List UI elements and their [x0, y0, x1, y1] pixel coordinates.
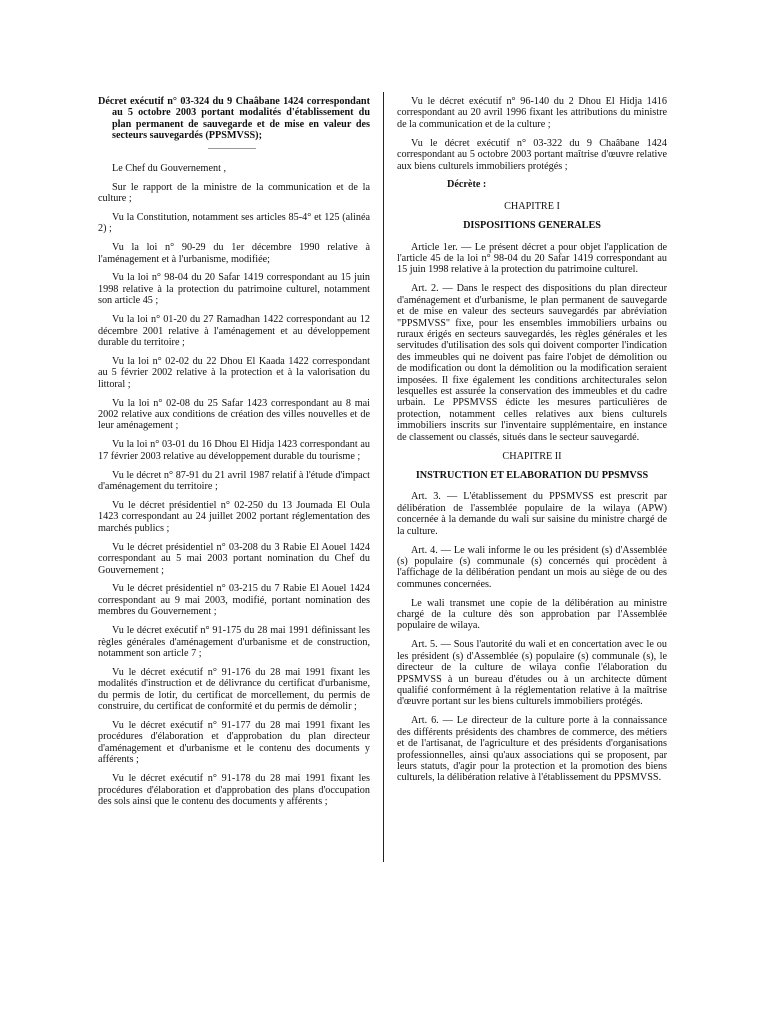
visa-paragraph: Vu le décret exécutif n° 96-140 du 2 Dhou El Hidja 1416 correspondant au 20 avril 1996 fixant les attributions du ministre de la communication et de la culture ;	[397, 96, 667, 130]
decree-title: Décret exécutif n° 03-324 du 9 Chaâbane 1424 correspondant au 5 octobre 2003 portant modalités d'établissement du plan permanent de sauvegarde et de mise en valeur des secteurs sauvegardés (PPSMVSS);	[98, 96, 370, 142]
visa-paragraph: Vu le décret présidentiel n° 03-208 du 3 Rabie El Aouel 1424 correspondant au 5 mai 2003 portant nomination du Chef du Gouvernement ;	[98, 541, 370, 576]
article-paragraph: Le wali transmet une copie de la délibération au ministre chargé de la culture dès son approbation par l'Assemblée populaire de wilaya.	[397, 597, 667, 632]
visa-paragraph: Vu la loi n° 90-29 du 1er décembre 1990 relative à l'aménagement et à l'urbanisme, modifiée;	[98, 242, 370, 265]
article-paragraph: Art. 5. — Sous l'autorité du wali et en concertation avec le ou les président (s) d'Assemblée (s) populaire (s) communale (s), le directeur de la culture de wilaya confie l'élaboration du PPSMVSS à un bureau d'études ou à un architecte dûment qualifié conformément à la réglementation relative à la maîtrise d'œuvre portant sur les biens culturels immobiliers protégés.	[397, 639, 667, 708]
visa-paragraph: Vu la loi n° 02-08 du 25 Safar 1423 correspondant au 8 mai 2002 relative aux conditions de création des villes nouvelles et de leur aménagement ;	[98, 397, 370, 432]
visa-paragraph: Vu la Constitution, notamment ses articles 85-4° et 125 (alinéa 2) ;	[98, 211, 370, 235]
visa-paragraph: Vu le décret exécutif n° 91-175 du 28 mai 1991 définissant les règles générales d'aménagement d'urbanisme et de construction, notamment son article 7 ;	[98, 625, 370, 659]
visa-paragraph: Vu le décret n° 87-91 du 21 avril 1987 relatif à l'étude d'impact d'aménagement du territoire ;	[98, 469, 370, 493]
visa-paragraph: Vu la loi n° 03-01 du 16 Dhou El Hidja 1423 correspondant au 17 février 2003 relative au développement durable du tourisme ;	[98, 439, 370, 462]
title-separator	[208, 148, 256, 149]
column-divider	[383, 92, 384, 862]
chapter-label: CHAPITRE II	[502, 450, 562, 462]
article-paragraph: Art. 3. — L'établissement du PPSMVSS est prescrit par délibération de l'assemblée populaire de la wilaya (APW) concernée à la demande du wali sur saisine du ministre chargé de la culture.	[397, 491, 667, 537]
right-column	[397, 96, 667, 791]
visa-paragraph: Vu le décret exécutif n° 91-176 du 28 mai 1991 fixant les modalités d'instruction et de délivrance du certificat d'urbanisme, du permis de lotir, du certificat de morcellement, du permis de construire, du certificat de conformité et du permis de démolir ;	[98, 666, 370, 713]
visa-paragraph: Vu le décret exécutif n° 91-177 du 28 mai 1991 fixant les procédures d'élaboration et d'approbation du plan directeur d'aménagement et d'urbanisme et le contenu des documents y afférents ;	[98, 719, 370, 766]
article-paragraph: Art. 2. — Dans le respect des dispositions du plan directeur d'aménagement et d'urbanisme, le plan permanent de sauvegarde et de mise en valeur des secteurs sauvegardés par abréviation "PPSMVSS" fixe, pour les ensembles immobiliers urbains ou ruraux érigés en secteurs sauvegardés, les règles générales et les servitudes d'utilisation des sols qui doivent comporter l'indication des immeubles qui ne doivent pas faire l'objet de démolition ou de modification ou dont la démolition ou la modification seraient imposées. Il fixe également les conditions architecturales selon lesquelles est assurée la conservation des immeubles et du cadre urbain. Le PPSMVSS édicte les mesures particulières de protection, notamment celles relatives aux biens culturels immobiliers inscrits sur l'inventaire supplémentaire, en instance de classement ou classés, situés dans le secteur sauvegardé.	[397, 283, 667, 443]
visa-paragraph: Vu le décret exécutif n° 91-178 du 28 mai 1991 fixant les procédures d'élaboration et d'approbation des plans d'occupation des sols ainsi que le contenu des documents y afférents ;	[98, 773, 370, 807]
visa-paragraph: Sur le rapport de la ministre de la communication et de la culture ;	[98, 181, 370, 204]
chapter-title: DISPOSITIONS GENERALES	[463, 220, 601, 232]
visa-paragraph: Vu le décret présidentiel n° 03-215 du 7 Rabie El Aouel 1424 correspondant au 9 mai 2003, modifié, portant nomination des membres du Gouvernement ;	[98, 583, 370, 618]
visa-paragraph: Vu le décret présidentiel n° 02-250 du 13 Joumada El Oula 1423 correspondant au 24 juillet 2002 portant réglementation des marchés publics ;	[98, 499, 370, 534]
visa-paragraph: Vu la loi n° 01-20 du 27 Ramadhan 1422 correspondant au 12 décembre 2001 relative à l'aménagement et au développement durable du territoire ;	[98, 314, 370, 348]
chapter-label: CHAPITRE I	[504, 200, 560, 212]
decrete-heading: Décrète :	[447, 179, 487, 191]
article-paragraph: Article 1er. — Le présent décret a pour objet l'application de l'article 45 de la loi n° 98-04 du 20 Safar 1419 correspondant au 15 juin 1998 relative à la protection du patrimoine culturel.	[397, 241, 667, 276]
article-paragraph: Art. 4. — Le wali informe le ou les président (s) d'Assemblée (s) populaire (s) communale (s) concernés qui procèdent à l'affichage de la délibération pendant un mois au siège de ou des communes concernées.	[397, 544, 667, 590]
visa-paragraph: Vu la loi n° 02-02 du 22 Dhou El Kaada 1422 correspondant au 5 février 2002 relative à la protection et à la valorisation du littoral ;	[98, 355, 370, 390]
chapter-title: INSTRUCTION ET ELABORATION DU PPSMVSS	[415, 469, 649, 481]
visa-paragraph: Vu la loi n° 98-04 du 20 Safar 1419 correspondant au 15 juin 1998 relative à la protection du patrimoine culturel, notamment son article 45 ;	[98, 272, 370, 307]
left-column	[98, 96, 370, 815]
article-paragraph: Art. 6. — Le directeur de la culture porte à la connaissance des différents présidents des chambres de commerce, des métiers et de l'artisanat, de l'agriculture et des présidents d'organisations professionnelles, ainsi qu'aux associations qui se proposent, par leurs statuts, d'agir pour la protection et la promotion des biens culturels, la délibération relative à l'établissement du PPSMVSS.	[397, 715, 667, 784]
visa-paragraph: Vu le décret exécutif n° 03-322 du 9 Chaâbane 1424 correspondant au 5 octobre 2003 portant maîtrise d'œuvre relative aux biens culturels immobiliers protégés ;	[397, 137, 667, 172]
chef-line: Le Chef du Gouvernement ,	[112, 162, 227, 174]
